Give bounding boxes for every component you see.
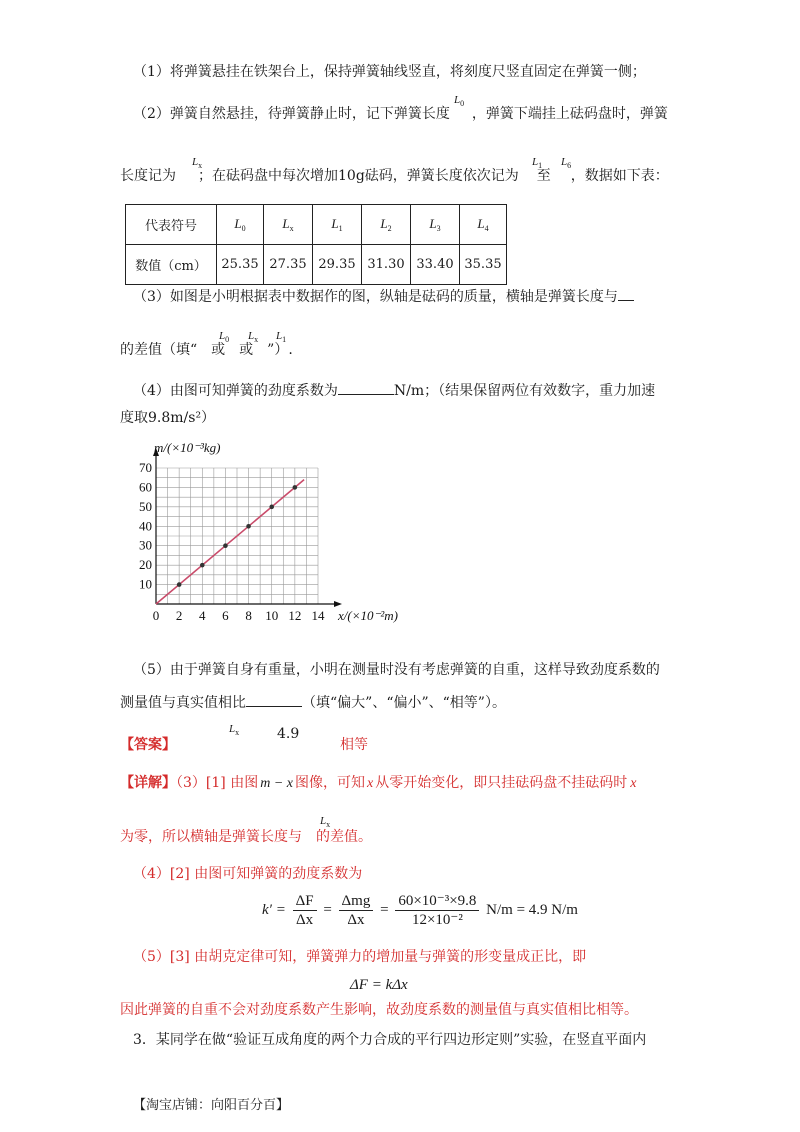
table-cell: 35.35 <box>460 245 507 285</box>
step-1: （1）将弹簧悬挂在铁架台上，保持弹簧轴线竖直，将刻度尺竖直固定在弹簧一侧； <box>133 64 646 80</box>
x-tick-label: 2 <box>175 608 183 623</box>
y-axis-label: m/(×10⁻³kg) <box>154 440 221 455</box>
table-cell: 29.35 <box>313 245 362 285</box>
table-header-cell: 代表符号 <box>126 205 217 245</box>
x-tick-label: 10 <box>265 608 279 623</box>
question-3: 3．某同学在做“验证互成角度的两个力合成的平行四边形定则”实验，在竖直平面内 <box>133 1032 647 1048</box>
x-tick-label: 0 <box>152 608 160 623</box>
table-header-cell: $L_3$ <box>411 205 460 245</box>
table-row-label: 数值（cm） <box>126 245 217 285</box>
table-cell: 27.35 <box>264 245 313 285</box>
step-5-line-2: 测量值与真实值相比 （填“偏大”、“偏小”、“相等”）。 <box>120 692 506 713</box>
answer-blank-1[interactable] <box>618 286 634 301</box>
hooke-law-formula: ΔF = kΔx <box>350 977 408 993</box>
step-2-text-d: ；在砝码盘中每次增加10g砝码，弹簧长度依次记为 <box>198 168 519 184</box>
step-2-text-c: 长度记为 <box>120 168 176 184</box>
table-cell: 25.35 <box>217 245 264 285</box>
detail-5: （5）[3] 由胡克定律可知，弹簧弹力的增加量与弹簧的形变量成正比，即 <box>133 949 587 965</box>
symbol-L0: $L_0$ <box>454 94 465 108</box>
table-header-cell: $L_0$ <box>217 205 264 245</box>
step-2-text-f: ，数据如下表： <box>570 168 669 184</box>
detail-conclusion: 因此弹簧的自重不会对劲度系数产生影响，故劲度系数的测量值与真实值相比相等。 <box>120 1002 638 1018</box>
y-tick-label: 40 <box>139 518 152 534</box>
table-header-cell: $L_x$ <box>264 205 313 245</box>
symbol-Lx: $L_x$ <box>320 815 331 829</box>
data-point <box>223 543 228 548</box>
detail-4: （4）[2] 由图可知弹簧的劲度系数为 <box>133 866 363 882</box>
data-table <box>125 204 507 285</box>
footer-shop: 【淘宝店铺：向阳百分百】 <box>133 1098 290 1113</box>
y-tick-label: 50 <box>139 498 152 514</box>
symbol-Lx: $L_x$ <box>192 156 203 170</box>
y-tick-label: 30 <box>139 537 152 553</box>
data-point <box>200 563 205 568</box>
x-tick-label: 14 <box>311 608 325 623</box>
answer-3: 相等 <box>340 737 368 753</box>
x-tick-label: 4 <box>199 608 206 623</box>
detail-3-line-2: 为零，所以横轴是弹簧长度与 的差值。 <box>120 829 372 845</box>
x-axis-label: x/(×10⁻²m) <box>338 608 398 623</box>
x-tick-label: 6 <box>222 608 229 623</box>
table-row <box>126 205 507 245</box>
y-tick-label: 10 <box>139 576 152 592</box>
answer-blank-2[interactable] <box>338 380 394 395</box>
answer-blank-3[interactable] <box>246 692 302 707</box>
table-row <box>126 245 507 285</box>
data-point <box>269 505 274 510</box>
step-3-line-2: 的差值（填“ 或 或 ”）. <box>120 342 293 358</box>
step-4-line-2: 度取9.8m/s²） <box>120 410 216 426</box>
y-tick-label: 70 <box>139 460 152 475</box>
table-header-cell: $L_2$ <box>362 205 411 245</box>
y-tick-label: 20 <box>139 557 152 573</box>
step-3-line-1: （3）如图是小明根据表中数据作的图，纵轴是砝码的质量，横轴是弹簧长度与 <box>133 286 634 307</box>
answer-2: 4.9 <box>277 726 300 742</box>
symbol-Lx: $L_x$ <box>248 330 259 344</box>
symbol-L1: $L_1$ <box>532 156 543 170</box>
data-point <box>293 485 298 490</box>
answer-1-symbol-Lx: $L_x$ <box>229 723 240 737</box>
symbol-L0: $L_0$ <box>219 330 230 344</box>
data-point <box>246 524 251 529</box>
step-2-text-e: 至 <box>536 168 551 184</box>
step-5-line-1: （5）由于弹簧自身有重量，小明在测量时没有考虑弹簧的自重，这样导致劲度系数的 <box>133 662 660 678</box>
y-tick-label: 60 <box>139 479 152 495</box>
data-point <box>177 582 182 587</box>
x-tick-label: 8 <box>245 608 252 623</box>
spring-constant-formula: k′ = $\frac{\Delta F}{\Delta x}$ = $\frac{\text{Δmg}}{\Delta x}$ = $\frac{\text{60×10⁻³×9.8}}{\text{12×10⁻²}}$ N/m = 4.9 N/m <box>262 893 578 928</box>
m-x-symbol: m − x <box>260 776 293 791</box>
step-4-line-1: （4）由图可知弹簧的劲度系数为 N/m；（结果保留两位有效数字，重力加速 <box>133 380 655 401</box>
answer-label: 【答案】 <box>120 737 176 753</box>
step-2-text-a: （2）弹簧自然悬挂，待弹簧静止时，记下弹簧长度 <box>133 106 450 122</box>
x-tick-label: 12 <box>288 608 302 623</box>
symbol-L6: $L_6$ <box>561 156 572 170</box>
mass-vs-extension-chart <box>110 440 450 640</box>
table-header-cell: $L_1$ <box>313 205 362 245</box>
table-header-cell: $L_4$ <box>460 205 507 245</box>
step-2-line-2 <box>120 166 669 186</box>
table-cell: 31.30 <box>362 245 411 285</box>
symbol-L1: $L_1$ <box>276 330 287 344</box>
step-2-text-b: ，弹簧下端挂上砝码盘时，弹簧 <box>471 106 668 122</box>
detail-3-line-1: 【详解】（3）[1] 由图 m − x 图像，可知 x 从零开始变化，即只挂砝码盘不挂砝码时 x <box>120 775 637 791</box>
table-cell: 33.40 <box>411 245 460 285</box>
step-2-line-1 <box>133 104 668 124</box>
x-axis-arrow <box>334 601 342 607</box>
